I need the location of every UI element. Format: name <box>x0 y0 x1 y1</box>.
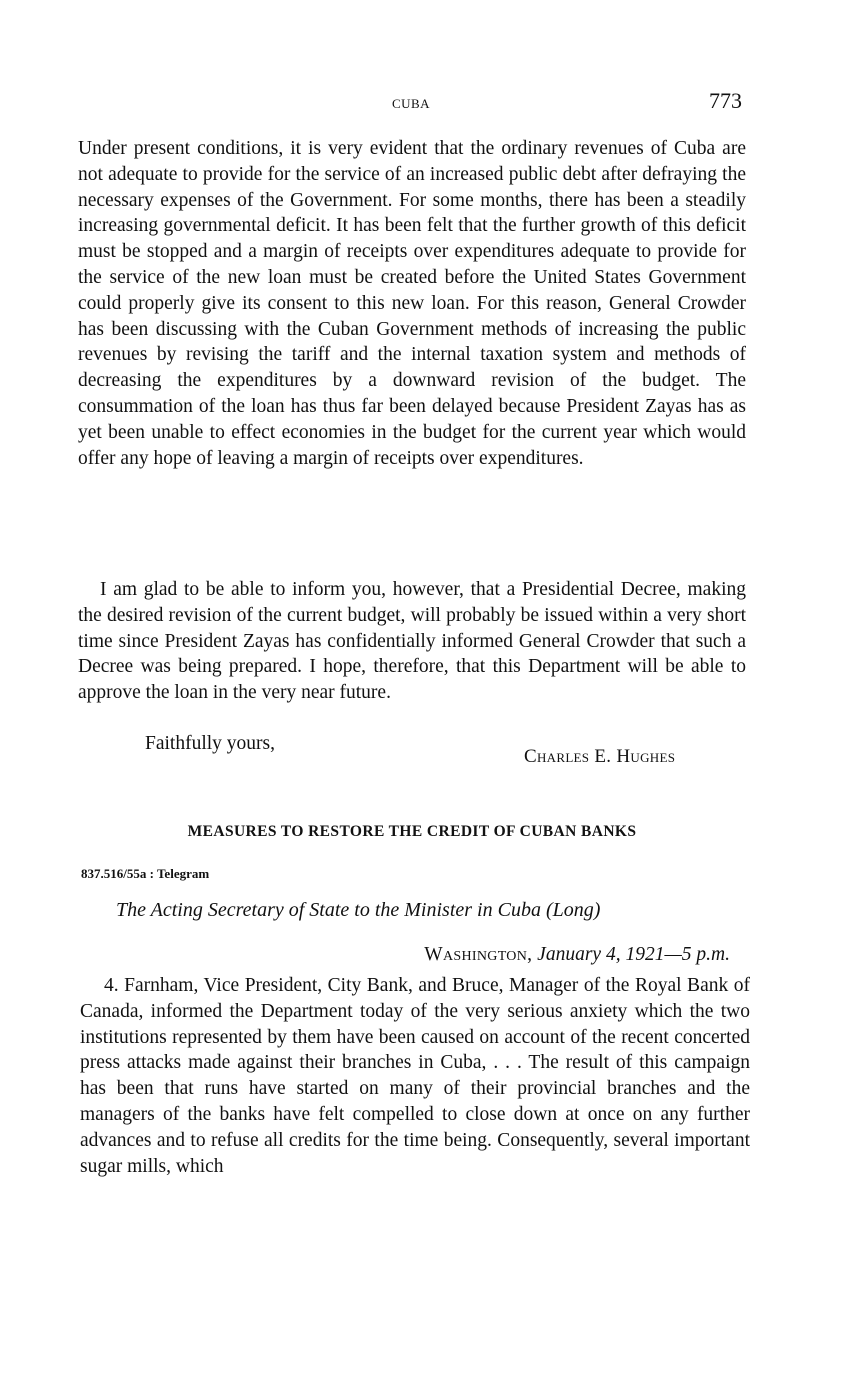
telegram-paragraph-1: 4. Farnham, Vice President, City Bank, and Bruce, Manager of the Royal Bank of Canada, informed the Department today of the very serious anxiety which the two institutions represented by them have been caused on account of the recent concerted press attacks made against their branches in Cuba, . . . The result of this campaign has been that runs have started on many of their provincial branches and the managers of the banks have felt compelled to close down at once on any further advances and to refuse all credits for the time being. Consequently, several important sugar mills, which <box>80 975 750 1177</box>
letter-paragraph-1: Under present conditions, it is very evident that the ordinary revenues of Cuba are not adequate to provide for the service of an increased public debt after defraying the necessary expenses of the Government. For some months, there has been a steadily increasing governmental deficit. It has been felt that the further growth of this deficit must be stopped and a margin of receipts over expenditures adequate to provide for the service of the new loan must be created before the United States Government could properly give its consent to this new loan. For this reason, General Crowder has been discussing with the Cuban Government methods of increasing the public revenues by revising the tariff and the internal taxation system and methods of decreasing the expenditures by a downward revision of the budget. The consummation of the loan has thus far been delayed because President Zayas has as yet been unable to effect economies in the budget for the current year which would offer any hope of leaving a margin of receipts over expenditures. <box>78 138 746 469</box>
section-title: MEASURES TO RESTORE THE CREDIT OF CUBAN BANKS <box>187 823 637 840</box>
page-number: 773 <box>709 88 742 113</box>
running-head <box>78 88 744 122</box>
dateline <box>424 944 730 966</box>
file-number: 837.516/55a : Telegram <box>81 866 210 881</box>
letter-paragraph-2: I am glad to be able to inform you, however, that a Presidential Decree, making the desired revision of the current budget, will probably be issued within a very short time since President Zayas has confidentially informed General Crowder that such a Decree was being prepared. I hope, therefore, that this Department will be able to approve the loan in the very near future. <box>78 579 746 704</box>
letter-closing: Faithfully yours, <box>145 733 275 754</box>
dateline-date: January 4, 1921—5 p.m. <box>537 944 730 965</box>
letter-signature: Charles E. Hughes <box>524 746 676 767</box>
document-heading: The Acting Secretary of State to the Minister in Cuba (Long) <box>116 899 601 921</box>
dateline-place: Washington, <box>424 944 533 965</box>
running-title: CUBA <box>391 96 431 111</box>
